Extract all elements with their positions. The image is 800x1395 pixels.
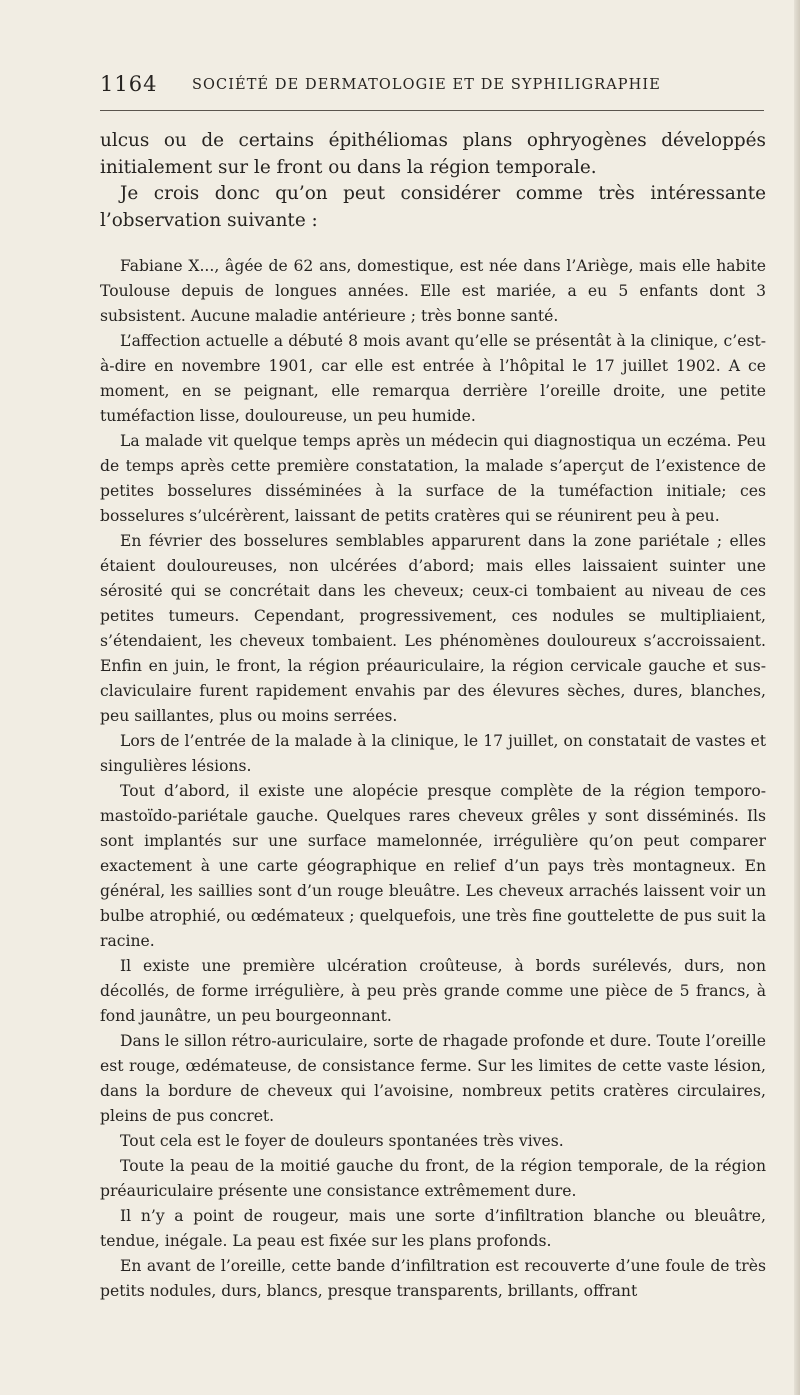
- paragraph: Il existe une première ulcération croûteuse, à bords surélevés, durs, non décollés, de forme irrégulière, à peu près grande comme une pièce de 5 francs, à fond jaunâtre, un peu bourgeonnant.: [100, 957, 766, 1025]
- paragraph: Toute la peau de la moitié gauche du front, de la région temporale, de la région préauriculaire présente une consistance extrêmement dure.: [100, 1157, 766, 1200]
- paragraph: Fabiane X..., âgée de 62 ans, domestique, est née dans l’Ariège, mais elle habite Toulouse depuis de longues années. Elle est mariée, a eu 5 enfants dont 3 subsistent. Aucune maladie antérieure ; très bonne santé.: [100, 257, 766, 325]
- paragraph: Lors de l’entrée de la malade à la clinique, le 17 juillet, on constatait de vastes et singulières lésions.: [100, 732, 766, 775]
- section-gap: [100, 234, 766, 254]
- page-number: 1164: [100, 72, 158, 96]
- header-rule: [100, 110, 764, 111]
- paragraph: En février des bosselures semblables apparurent dans la zone pariétale ; elles étaient douloureuses, non ulcérées d’abord; mais elles laissaient suinter une sérosité qui se concrétait dans les cheveux; ceux-ci tombaient au niveau de ces petites tumeurs. Cependant, progressivement, ces nodules se multipliaient, s’étendaient, les cheveux tombaient. Les phénomènes douloureux s’accroissaient. Enfin en juin, le front, la région préauriculaire, la région cervicale gauche et sus-claviculaire furent rapidement envahis par des élevures sèches, dures, blanches, peu saillantes, plus ou moins serrées.: [100, 532, 766, 725]
- page-header: [100, 72, 764, 102]
- page-edge-shadow: [794, 0, 800, 1395]
- paragraph: Tout d’abord, il existe une alopécie presque complète de la région temporo-mastoïdo-pariétale gauche. Quelques rares cheveux grêles y sont disséminés. Ils sont implantés sur une surface mamelonnée, irrégulière qu’on peut comparer exactement à une carte géographique en relief d’un pays très montagneux. En général, les saillies sont d’un rouge bleuâtre. Les cheveux arrachés laissent voir un bulbe atrophié, ou œdémateux ; quelquefois, une très fine gouttelette de pus suit la racine.: [100, 782, 766, 950]
- running-title: SOCIÉTÉ DE DERMATOLOGIE ET DE SYPHILIGRAPHIE: [192, 77, 661, 93]
- paragraph: L’affection actuelle a débuté 8 mois avant qu’elle se présentât à la clinique, c’est-à-dire en novembre 1901, car elle est entrée à l’hôpital le 17 juillet 1902. A ce moment, en se peignant, elle remarqua derrière l’oreille droite, une petite tuméfaction lisse, douloureuse, un peu humide.: [100, 332, 766, 425]
- paragraph: Tout cela est le foyer de douleurs spontanées très vives.: [120, 1132, 564, 1150]
- paragraph: En avant de l’oreille, cette bande d’infiltration est recouverte d’une foule de très petits nodules, durs, blancs, presque transparents, brillants, offrant: [100, 1257, 766, 1300]
- paragraph: La malade vit quelque temps après un médecin qui diagnostiqua un eczéma. Peu de temps après cette première constatation, la malade s’aperçut de l’existence de petites bosselures disséminées à la surface de la tuméfaction initiale; ces bosselures s’ulcérèrent, laissant de petits cratères qui se réunirent peu à peu.: [100, 432, 766, 525]
- paragraph: Il n’y a point de rougeur, mais une sorte d’infiltration blanche ou bleuâtre, tendue, inégale. La peau est fixée sur les plans profonds.: [100, 1207, 766, 1250]
- paragraph: Dans le sillon rétro-auriculaire, sorte de rhagade profonde et dure. Toute l’oreille est rouge, œdémateuse, de consistance ferme. Sur les limites de cette vaste lésion, dans la bordure de cheveux qui l’avoisine, nombreux petits cratères circulaires, pleins de pus concret.: [100, 1032, 766, 1125]
- paragraph: Je crois donc qu’on peut considérer comme très intéressante l’observation suivante :: [100, 183, 766, 231]
- body-text: [100, 128, 766, 1304]
- paragraph: ulcus ou de certains épithéliomas plans ophryogènes développés initialement sur le front ou dans la région temporale.: [100, 130, 766, 178]
